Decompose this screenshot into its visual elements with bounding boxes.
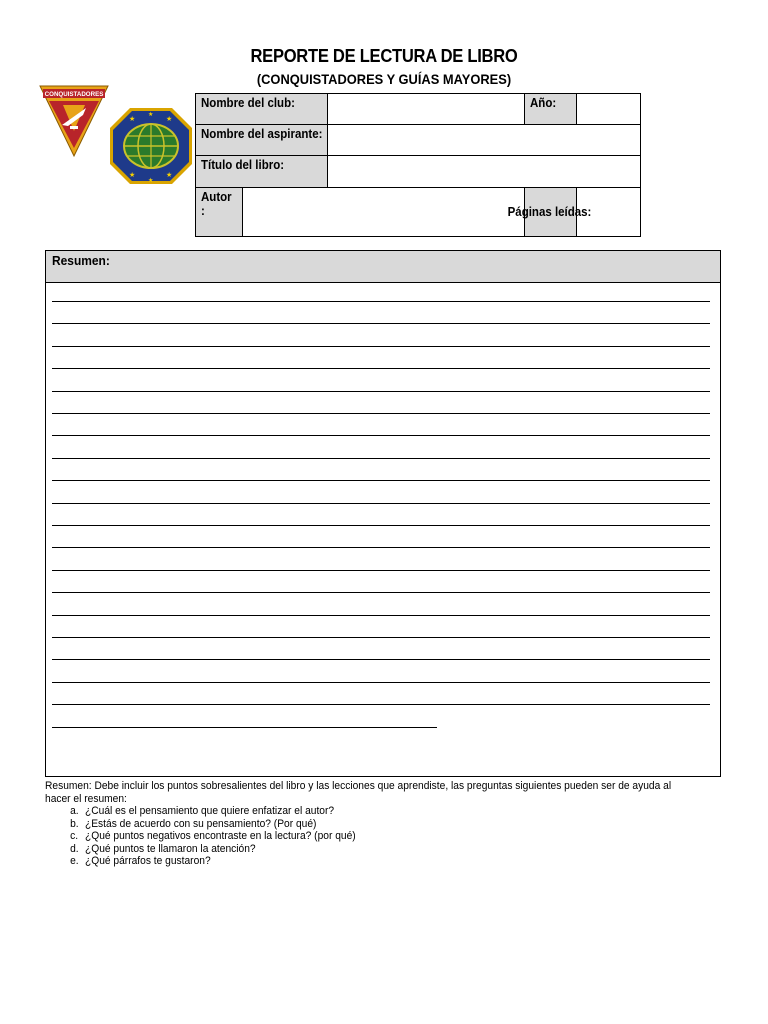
master-guide-logo (108, 106, 194, 186)
question-item: b. ¿Estás de acuerdo con su pensamiento? (Por qué) (70, 817, 317, 830)
writing-line (52, 368, 710, 369)
writing-line (52, 547, 710, 548)
year-label: Año: (525, 94, 577, 125)
writing-line (52, 704, 710, 705)
question-item: a. ¿Cuál es el pensamiento que quiere enfatizar el autor? (70, 805, 335, 817)
page-subtitle: (CONQUISTADORES Y GUÍAS MAYORES) (256, 71, 512, 87)
svg-text:★: ★ (166, 116, 173, 123)
question-item: d. ¿Qué puntos te llamaron la atención? (70, 842, 256, 855)
writing-line (52, 503, 710, 504)
page-title: REPORTE DE LECTURA DE LIBRO (250, 46, 518, 66)
applicant-name-field[interactable] (328, 125, 641, 156)
svg-text:★: ★ (129, 172, 136, 179)
info-table (195, 93, 641, 237)
writing-line (52, 458, 710, 459)
summary-box (45, 250, 721, 777)
writing-line (52, 323, 710, 324)
writing-line (52, 480, 710, 481)
svg-text:★: ★ (129, 116, 136, 123)
year-field[interactable] (577, 94, 641, 125)
writing-line (52, 435, 710, 436)
book-title-label: Título del libro: (196, 156, 328, 188)
author-field[interactable] (243, 188, 525, 237)
question-item: e. ¿Qué párrafos te gustaron? (70, 855, 211, 867)
writing-line (52, 682, 710, 683)
applicant-name-label: Nombre del aspirante: (196, 125, 328, 156)
writing-line (52, 659, 710, 660)
writing-line (52, 615, 710, 616)
writing-line (52, 727, 437, 728)
summary-header: Resumen: (46, 251, 720, 283)
writing-line (52, 413, 710, 414)
writing-line (52, 301, 710, 302)
writing-line (52, 592, 710, 593)
club-name-label: Nombre del club: (196, 94, 328, 125)
writing-line (52, 570, 710, 571)
svg-text:CONQUISTADORES: CONQUISTADORES (44, 91, 104, 98)
book-title-field[interactable] (328, 156, 641, 188)
writing-line (52, 391, 710, 392)
writing-line (52, 346, 710, 347)
pages-read-label: Páginas leídas: (525, 188, 577, 237)
writing-line (52, 637, 710, 638)
question-list (45, 805, 677, 868)
instructions-intro: Resumen: Debe incluir los puntos sobresalientes del libro y las lecciones que aprendiste, las preguntas siguientes pueden ser de ayuda al hacer el resumen: (45, 780, 672, 805)
author-label: Autor : (196, 188, 243, 237)
instructions (45, 780, 677, 868)
club-name-field[interactable] (328, 94, 525, 125)
svg-text:★: ★ (166, 172, 173, 179)
writing-line (52, 525, 710, 526)
svg-text:★: ★ (148, 112, 154, 118)
pathfinder-logo (38, 84, 110, 158)
svg-text:★: ★ (148, 178, 154, 184)
question-item: c. ¿Qué puntos negativos encontraste en la lectura? (por qué) (70, 830, 356, 842)
